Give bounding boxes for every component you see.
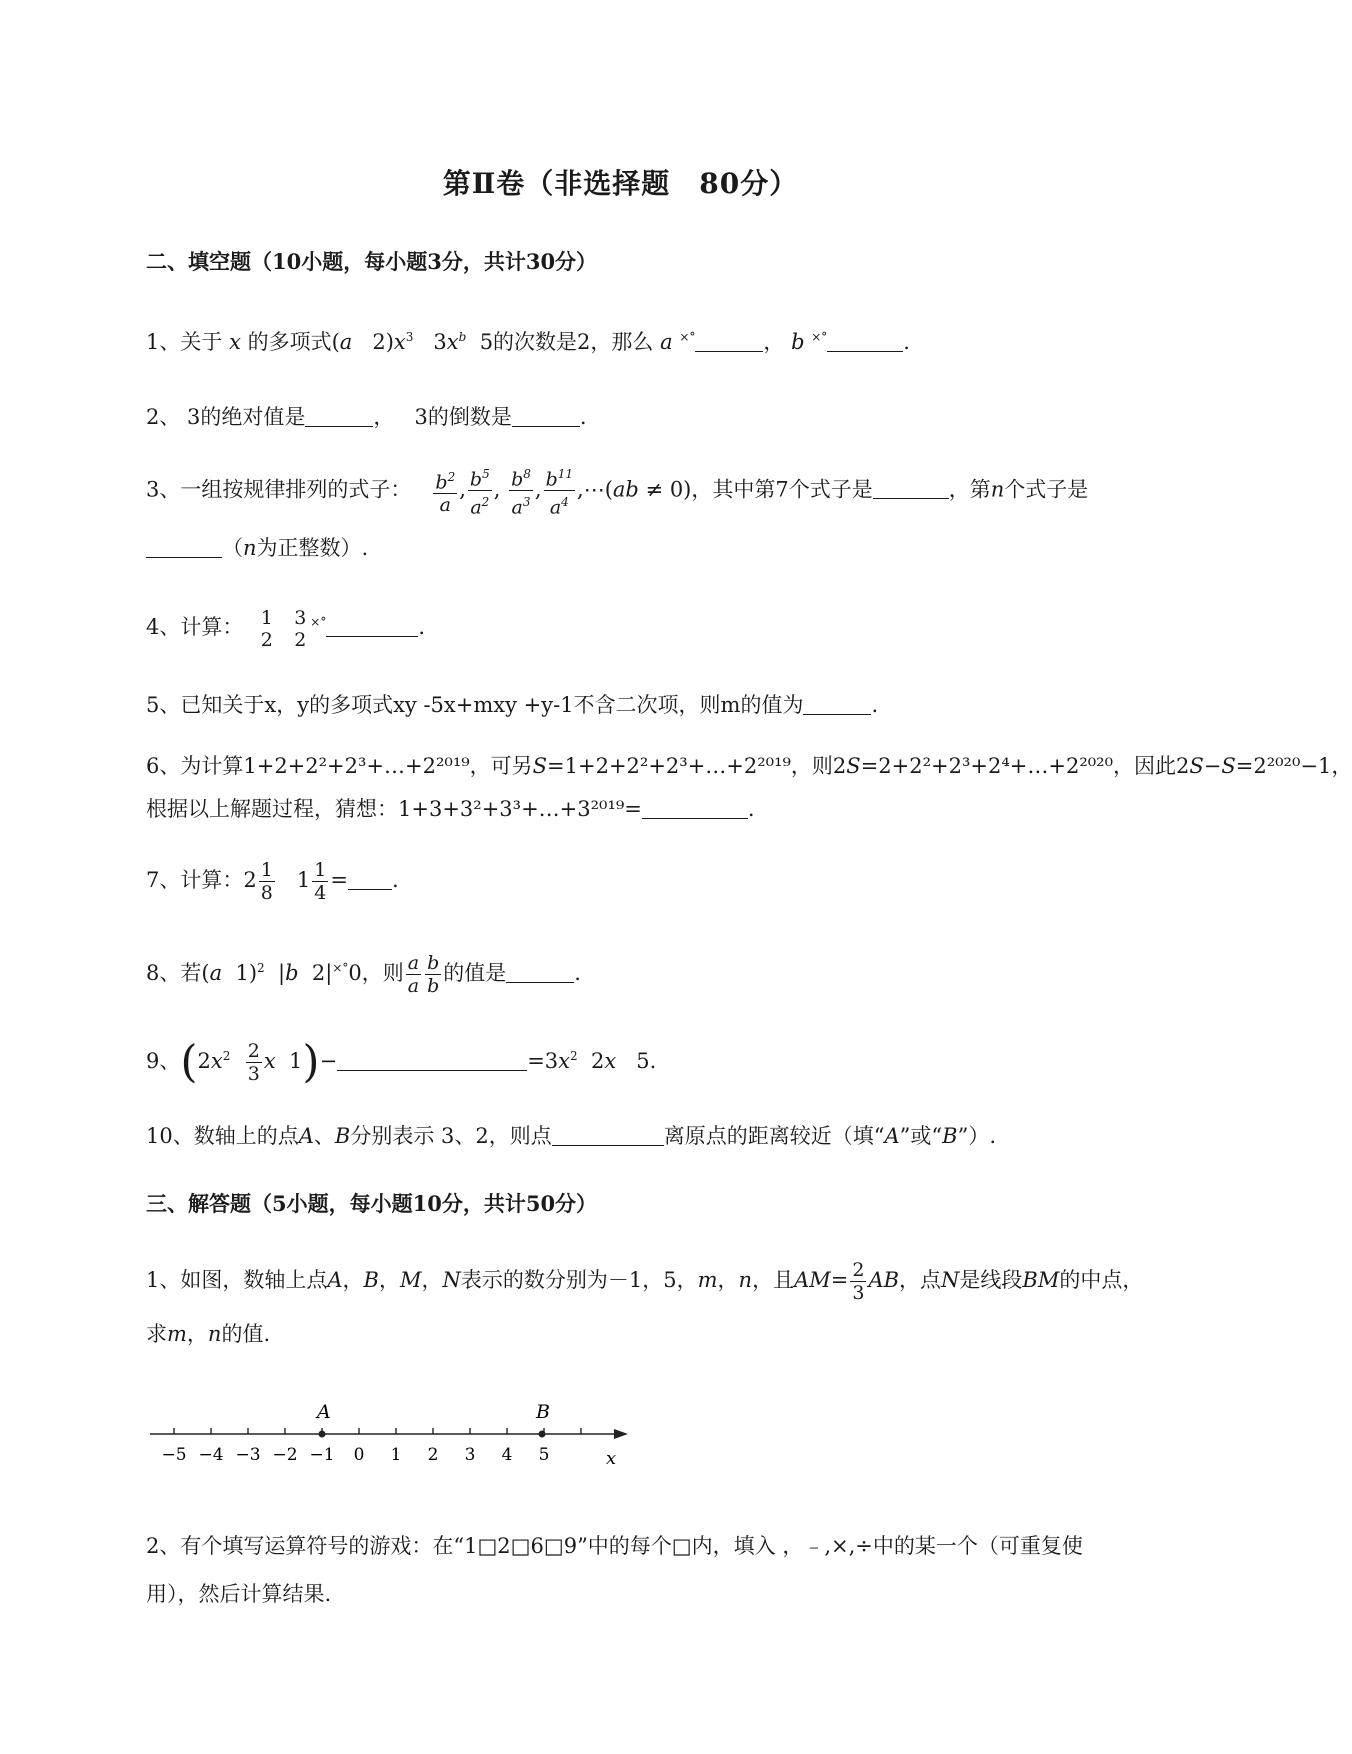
question-2: 2、 3的绝对值是 ， 3的倒数是 . [146,405,587,429]
tick-label: 1 [390,1445,402,1465]
answer-question-2-cont: 用），然后计算结果. [146,1582,332,1606]
question-6: 6、为计算1+2+2²+2³+…+2²⁰¹⁹，可另S=1+2+2²+2³+…+2²⁰¹⁹，则2S=2+2²+2³+2⁴+…+2²⁰²⁰，因此2S−S=2²⁰²⁰−1， [146,754,1352,778]
axis-label-x: x [606,1448,617,1469]
question-3-cont: （n为正整数）. [146,532,368,562]
tick-label: 4 [501,1445,513,1465]
tick-label: −5 [161,1445,187,1465]
point-a-dot [319,1431,326,1438]
tick-label: 2 [427,1445,439,1465]
axis-arrow-icon [614,1429,628,1439]
question-4: 4、计算： 1 2 3 2 ×° . [146,606,426,651]
answer-question-1: 1、如图，数轴上点A，B，M，N表示的数分别为－1，5，m，n，且AM= $\frac{2}{3}$ AB，点N是线段BM的中点， [146,1259,1144,1304]
question-3: 3、一组按规律排列的式子： $\frac{b^2}{a}$ , $\frac{b^5}{a^2}$ , $\frac{b^8}{a^3}$ , $\frac{b^{11}}{a^4}$ ,⋯(ab ≠ 0)，其中第7个式子是 ，第n个式子是 [146,463,1088,519]
question-10: 10、数轴上的点A、B分别表示 3、2，则点 离原点的距离较近（填“A”或“B”）. [146,1124,997,1148]
question-7: 7、计算：2 $\frac{1}{8}$ 1 $\frac{1}{4}$ = . [146,859,399,904]
tick-label: −3 [235,1445,261,1465]
tick-label: −2 [272,1445,298,1465]
section-heading-answer: 三、解答题（5小题，每小题10分，共计50分） [146,1191,598,1216]
answer-question-1-cont: 求m，n的值. [146,1322,271,1346]
answer-question-2: 2、有个填写运算符号的游戏：在“1□2□6□9”中的每个□内，填入 ，﹣,×,÷中的某一个（可重复使 [146,1534,1083,1558]
question-5: 5、已知关于x，y的多项式xy -5x+mxy +y-1不含二次项，则m的值为 . [146,693,879,717]
question-9: 9、($2x^2$ $\frac{2}{3}$ x $1)- =3x^2$ 2x 5. [146,1036,657,1088]
page-title: 第Ⅱ卷（非选择题 80分） [442,167,799,200]
point-b-dot [539,1431,546,1438]
tick-label: −4 [198,1445,224,1465]
tick-label: −1 [309,1445,335,1465]
section-heading-fill: 二、填空题（10小题，每小题3分，共计30分） [146,249,598,274]
question-6-cont: 根据以上解题过程，猜想：1+3+3²+3³+…+3²⁰¹⁹= . [146,797,755,821]
number-line-figure [150,1398,630,1468]
tick-label: 5 [538,1445,550,1465]
question-8: 8、若(a 1)$^2$ |b 2|×°0，则 $\frac{a}{a}$ $\frac{b}{b}$ 的值是 . [146,952,581,997]
point-a-label: A [317,1401,331,1423]
point-b-label: B [536,1401,550,1423]
question-1: 1、关于 x 的多项式(a $2)x^3$ $3x^b$ 5的次数是2，那么 a ×° ， b ×° . [146,330,910,354]
tick-label: 0 [353,1445,365,1465]
tick-label: 3 [464,1445,476,1465]
